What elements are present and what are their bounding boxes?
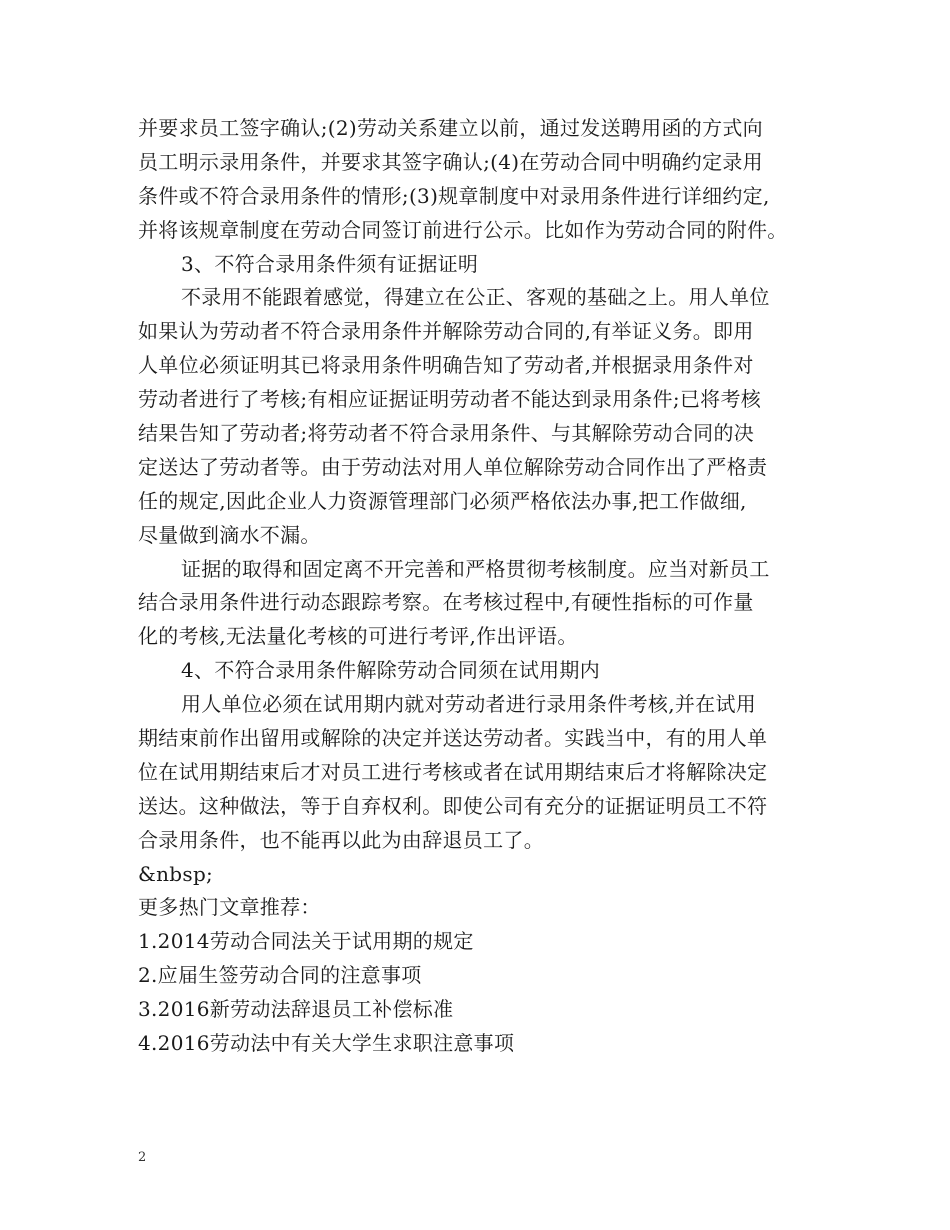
body-text-line: 劳动者进行了考核;有相应证据证明劳动者不能达到录用条件;已将考核: [138, 387, 762, 412]
related-articles-heading: 更多热门文章推荐：: [138, 895, 321, 920]
related-article-link[interactable]: 2.应届生签劳动合同的注意事项: [138, 963, 422, 988]
related-article-link[interactable]: 1.2014劳动合同法关于试用期的规定: [138, 929, 474, 954]
body-text-line: 定送达了劳动者等。由于劳动法对用人单位解除劳动合同作出了严格责: [138, 454, 768, 479]
body-text-line: 如果认为劳动者不符合录用条件并解除劳动合同的,有举证义务。即用: [138, 319, 754, 344]
related-article-link[interactable]: 3.2016新劳动法辞退员工补偿标准: [138, 997, 454, 1022]
body-text-line: 尽量做到滴水不漏。: [138, 522, 321, 547]
body-text-line: 证据的取得和固定离不开完善和严格贯彻考核制度。应当对新员工: [181, 556, 770, 581]
body-text-line: 不录用不能跟着感觉，得建立在公正、客观的基础之上。用人单位: [181, 285, 770, 310]
body-text-line: 并要求员工签字确认;(2)劳动关系建立以前，通过发送聘用函的方式向: [138, 116, 763, 140]
body-text-line: 合录用条件，也不能再以此为由辞退员工了。: [138, 827, 544, 852]
body-text-line: 结果告知了劳动者;将劳动者不符合录用条件、与其解除劳动合同的决: [138, 421, 755, 446]
body-text-line: 条件或不符合录用条件的情形;(3)规章制度中对录用条件进行详细约定,: [138, 183, 770, 208]
body-text-line: 用人单位必须在试用期内就对劳动者进行录用条件考核,并在试用: [181, 692, 757, 717]
body-text-line: 化的考核,无法量化考核的可进行考评,作出评语。: [138, 624, 578, 649]
section-heading-3: 3、不符合录用条件须有证据证明: [181, 251, 479, 276]
body-text-line: 结合录用条件进行动态跟踪考察。在考核过程中,有硬性指标的可作量: [138, 590, 754, 615]
page-number: 2: [138, 1150, 147, 1165]
body-text-line: 期结束前作出留用或解除的决定并送达劳动者。实践当中，有的用人单: [138, 726, 768, 751]
section-heading-4: 4、不符合录用条件解除劳动合同须在试用期内: [181, 658, 601, 683]
nbsp-artifact: &nbsp;: [138, 861, 214, 886]
body-text-line: 送达。这种做法，等于自弃权利。即使公司有充分的证据证明员工不符: [138, 793, 768, 818]
body-text-line: 并将该规章制度在劳动合同签订前进行公示。比如作为劳动合同的附件。: [138, 217, 788, 242]
document-body: [138, 112, 828, 1061]
body-text-line: 任的规定,因此企业人力资源管理部门必须严格依法办事,把工作做细,: [138, 488, 747, 513]
body-text-line: 人单位必须证明其已将录用条件明确告知了劳动者,并根据录用条件对: [138, 353, 754, 378]
body-text-line: 员工明示录用条件，并要求其签字确认;(4)在劳动合同中明确约定录用: [138, 149, 763, 174]
related-article-link[interactable]: 4.2016劳动法中有关大学生求职注意事项: [138, 1031, 515, 1056]
body-text-line: 位在试用期结束后才对员工进行考核或者在试用期结束后才将解除决定: [138, 759, 768, 784]
